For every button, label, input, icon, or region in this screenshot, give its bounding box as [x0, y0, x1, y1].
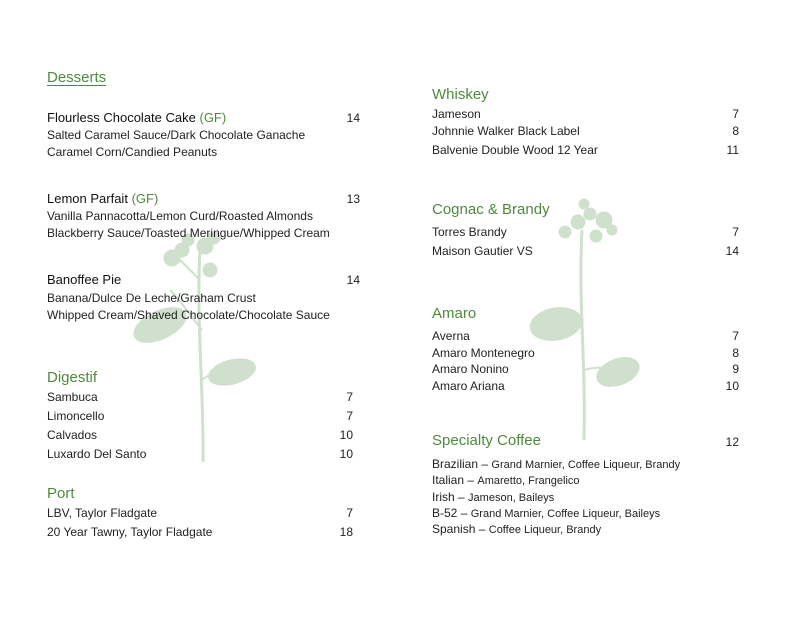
- menu-item-price: 7: [732, 329, 739, 343]
- coffee-item: [432, 457, 680, 471]
- section-title-cognac-brandy: Cognac & Brandy: [432, 201, 550, 218]
- menu-item-name: Johnnie Walker Black Label: [432, 124, 580, 138]
- coffee-separator: –: [458, 490, 465, 504]
- menu-item-name: Amaro Ariana: [432, 379, 505, 393]
- menu-item-price: 14: [725, 244, 739, 258]
- menu-item-name: Amaro Montenegro: [432, 346, 535, 360]
- dessert-title: Lemon Parfait: [47, 191, 128, 206]
- menu-item-price: 11: [726, 143, 739, 157]
- section-title-desserts: Desserts: [47, 69, 107, 86]
- coffee-description: Amaretto, Frangelico: [477, 475, 580, 487]
- dessert-description-line: Blackberry Sauce/Toasted Meringue/Whipped Cream: [47, 226, 330, 240]
- coffee-name: B-52: [432, 506, 458, 520]
- menu-item-name: Averna: [432, 329, 470, 343]
- coffee-item: [432, 490, 554, 504]
- menu-item-price: 7: [346, 409, 353, 423]
- section-title-specialty-coffee: Specialty Coffee: [432, 432, 541, 449]
- menu-item-price: 9: [732, 362, 739, 376]
- coffee-separator: –: [460, 506, 468, 520]
- section-title-port: Port: [47, 485, 75, 502]
- section-title-whiskey: Whiskey: [432, 86, 489, 103]
- menu-item-price: 18: [339, 525, 353, 539]
- menu-item-price: 10: [339, 428, 353, 442]
- section-title-amaro: Amaro: [432, 305, 477, 322]
- dessert-name: [47, 191, 158, 206]
- menu-item-price: 7: [732, 107, 739, 121]
- menu-item-price: 10: [725, 379, 739, 393]
- menu-item-price: 10: [339, 447, 353, 461]
- menu-item-name: Maison Gautier VS: [432, 244, 533, 258]
- menu-item-price: 8: [732, 124, 739, 138]
- dessert-title: Flourless Chocolate Cake: [47, 110, 196, 125]
- menu-item-price: 8: [732, 346, 739, 360]
- menu-item-name: Amaro Nonino: [432, 362, 509, 376]
- dessert-description-line: Caramel Corn/Candied Peanuts: [47, 145, 218, 159]
- menu-item-name: Sambuca: [47, 390, 98, 404]
- coffee-separator: –: [467, 473, 475, 487]
- dessert-description-line: Banana/Dulce De Leche/Graham Crust: [47, 291, 256, 305]
- dessert-name: [47, 110, 226, 125]
- coffee-name: Spanish: [432, 522, 476, 536]
- menu-item-name: Balvenie Double Wood 12 Year: [432, 143, 598, 157]
- menu-item-name: Luxardo Del Santo: [47, 447, 147, 461]
- menu-item-price: 7: [732, 225, 739, 239]
- menu-item-price: 7: [346, 390, 353, 404]
- coffee-name: Italian: [432, 473, 465, 487]
- dessert-price: 14: [346, 273, 360, 287]
- menu-item-price: 7: [346, 506, 353, 520]
- menu-item-name: Torres Brandy: [432, 225, 507, 239]
- dessert-description-line: Vanilla Pannacotta/Lemon Curd/Roasted Almonds: [47, 209, 313, 223]
- coffee-description: Jameson, Baileys: [468, 492, 555, 504]
- menu-item-name: 20 Year Tawny, Taylor Fladgate: [47, 525, 213, 539]
- coffee-description: Grand Marnier, Coffee Liqueur, Baileys: [470, 508, 661, 520]
- gluten-free-tag: (GF): [131, 191, 159, 206]
- dessert-price: 14: [346, 111, 360, 125]
- menu-item-price: 12: [725, 435, 739, 449]
- dessert-description-line: Whipped Cream/Shaved Chocolate/Chocolate Sauce: [47, 308, 330, 322]
- coffee-separator: –: [478, 522, 486, 536]
- coffee-description: Coffee Liqueur, Brandy: [488, 524, 602, 536]
- dessert-title: Banoffee Pie: [47, 272, 122, 287]
- coffee-separator: –: [481, 457, 489, 471]
- coffee-item: [432, 522, 601, 536]
- dessert-name: [47, 272, 121, 287]
- coffee-item: [432, 473, 580, 487]
- coffee-item: [432, 506, 660, 520]
- menu-item-name: LBV, Taylor Fladgate: [47, 506, 158, 520]
- coffee-description: Grand Marnier, Coffee Liqueur, Brandy: [491, 459, 681, 471]
- coffee-name: Brazilian: [432, 457, 479, 471]
- menu-item-name: Jameson: [432, 107, 481, 121]
- menu-item-name: Calvados: [47, 428, 98, 442]
- gluten-free-tag: (GF): [199, 110, 227, 125]
- section-title-digestif: Digestif: [47, 369, 98, 386]
- dessert-description-line: Salted Caramel Sauce/Dark Chocolate Ganache: [47, 128, 306, 142]
- dessert-price: 13: [346, 192, 360, 206]
- menu-item-name: Limoncello: [47, 409, 105, 423]
- coffee-name: Irish: [432, 490, 455, 504]
